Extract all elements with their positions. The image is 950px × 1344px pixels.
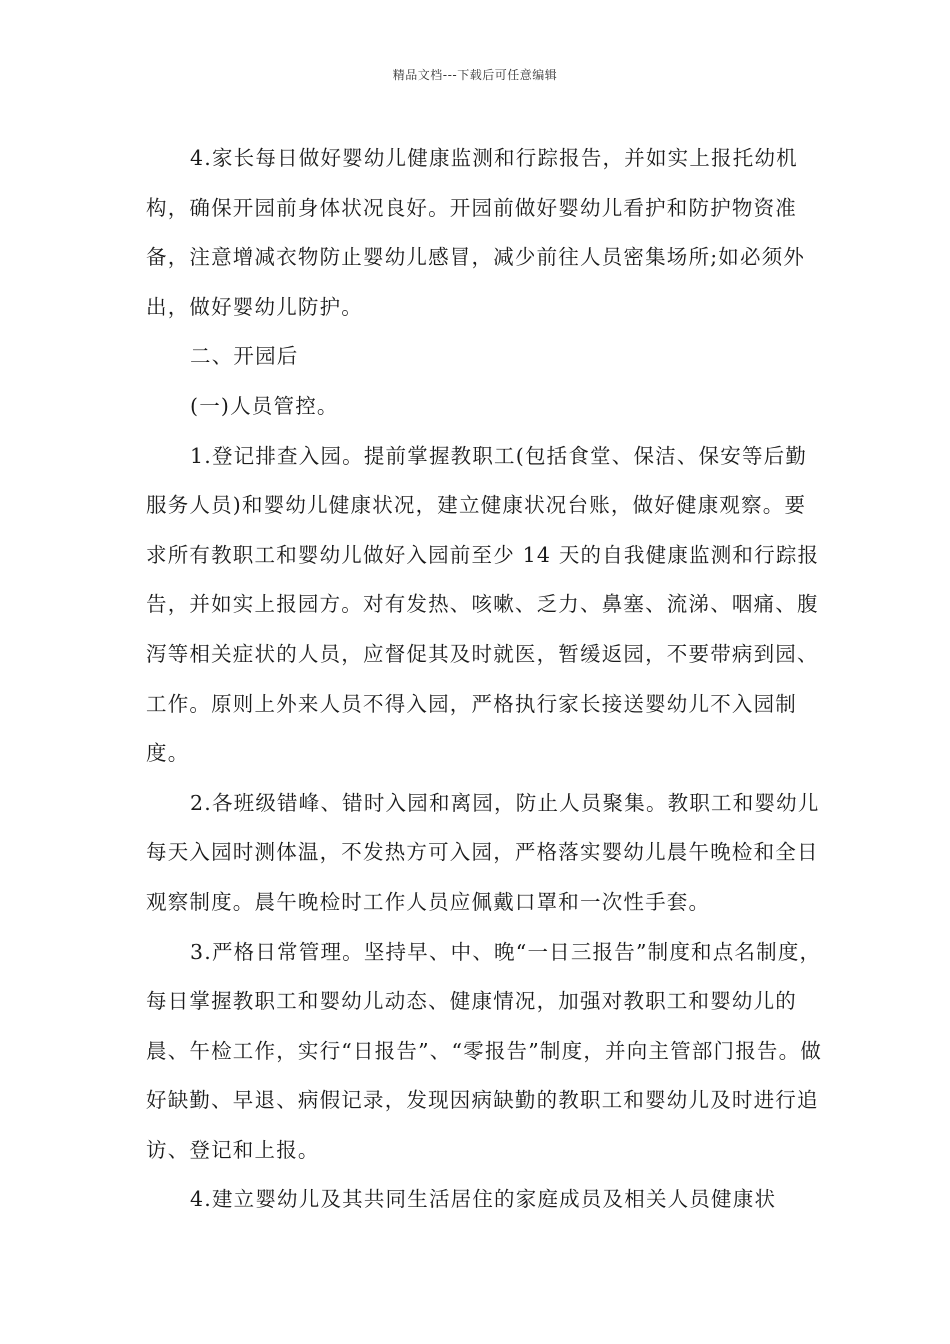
paragraph-daily-management: 3.严格日常管理。坚持早、中、晚“一日三报告”制度和点名制度，每日掌握教职工和婴幼儿动态、健康情况，加强对教职工和婴幼儿的晨、午检工作，实行“日报告”、“零报告”制度，并向主管部门报告。做好缺勤、早退、病假记录，发现因病缺勤的教职工和婴幼儿及时进行追访、登记和上报。 [146, 939, 823, 1162]
paragraph-registration-screening: 1.登记排查入园。提前掌握教职工(包括食堂、保洁、保安等后勤服务人员)和婴幼儿健康状况，建立健康状况台账，做好健康观察。要求所有教职工和婴幼儿做好入园前至少 14 天的自我健康监测和行踪报告，并如实上报园方。对有发热、咳嗽、乏力、鼻塞、流涕、咽痛、腹泻等相关症状的人员，应督促其及时就医，暂缓返园，不要带病到园、工作。原则上外来人员不得入园，严格执行家长接送婴幼儿不入园制度。 [146, 443, 820, 766]
paragraph-staggered-entry: 2.各班级错峰、错时入园和离园，防止人员聚集。教职工和婴幼儿每天入园时测体温，不发热方可入园，严格落实婴幼儿晨午晚检和全日观察制度。晨午晚检时工作人员应佩戴口罩和一次性手套。 [146, 790, 820, 914]
subsection-heading-personnel-control: (一)人员管控。 [190, 393, 339, 418]
paragraph-family-health-records: 4.建立婴幼儿及其共同生活居住的家庭成员及相关人员健康状 [190, 1187, 777, 1212]
paragraph-parent-health-monitoring: 4.家长每日做好婴幼儿健康监测和行踪报告，并如实上报托幼机构，确保开园前身体状况良好。开园前做好婴幼儿看护和防护物资准备，注意增减衣物防止婴幼儿感冒，减少前往人员密集场所;如必须外出，做好婴幼儿防护。 [146, 146, 806, 319]
document-body [146, 134, 826, 1225]
page-header: 精品文档---下载后可任意编辑 [392, 68, 558, 82]
section-heading-after-opening: 二、开园后 [190, 344, 299, 369]
